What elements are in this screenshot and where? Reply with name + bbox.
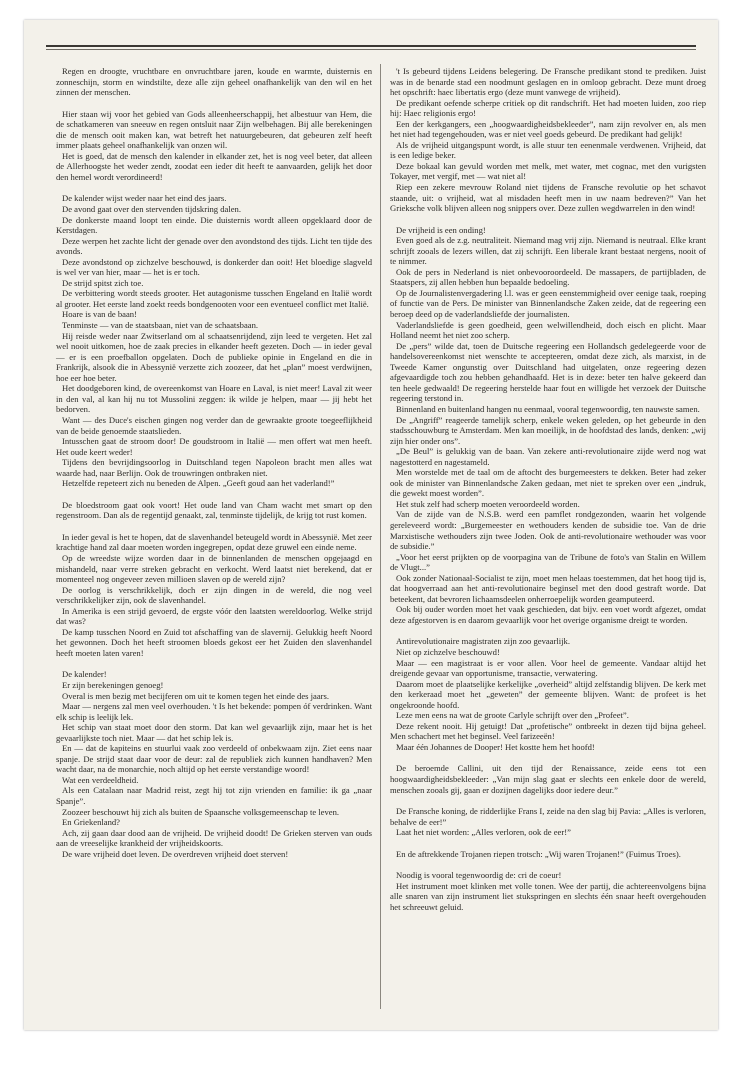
article-section xyxy=(390,849,706,860)
paragraph: Men worstelde met de taal om de aftocht des burgemeesters te dekken. Beter had zeker ook de minister van Binnenlandsche Zaken gedaan, met niet te spreken over een „indruk, die gewekt moest worden”. xyxy=(390,467,706,499)
paragraph: Deze bokaal kan gevuld worden met melk, met water, met cognac, met den vurigsten Tokayer, met vergif, met — wat niet al! xyxy=(390,160,706,182)
article-section xyxy=(390,870,706,912)
paragraph: Van de zijde van de N.S.B. werd een pamflet rondgezonden, waarin het volgende gereleveerd wordt: „Burgemeester en wethouders kenden de subsidie toe. Van de drie Marxistische wethouders zijn twee Joden. Ook de anti-revolutionaire wethouder was voor de subsidie.” xyxy=(390,509,706,552)
paragraph: Het is goed, dat de mensch den kalender in elkander zet, het is nog veel beter, dat alleen de Allerhoogste het weder zendt, zoodat een ieder dit heeft te aanvaarden, gelijk het door den hemel wordt verordineerd! xyxy=(56,150,372,182)
paragraph: In ieder geval is het te hopen, dat de slavenhandel beteugeld wordt in Abessynië. Met zeer krachtige hand zal daar moeten worden ingegrepen, opdat deze gruwel een einde neme. xyxy=(56,531,372,553)
column-divider xyxy=(380,64,381,1009)
paragraph: Binnenland en buitenland hangen nu eenmaal, vooral tegenwoordig, ten nauwste samen. xyxy=(396,403,700,414)
paragraph: De kamp tusschen Noord en Zuid tot afschaffing van de slavernij. Gelukkig heeft Noord het gewonnen. Doch het heeft stroomen bloeds gekost eer het Zuiden den slavenhandel heeft moeten laten varen! xyxy=(56,626,372,658)
paragraph: Intusschen gaat de stroom door! De goudstroom in Italië — men offert wat men heeft. Het oude keert weder! xyxy=(56,436,372,457)
article-section xyxy=(56,532,372,659)
paragraph: Want — des Duce's eischen gingen nog verder dan de gewraakte groote toegeeflijkheid van de beide genoemde staatslieden. xyxy=(56,414,372,436)
paragraph: Riep een zekere mevrouw Roland niet tijdens de Fransche revolutie op het schavot staande, uit: o vrijheid, wat al misdaden heeft men in uw naam bedreven?” Van het Grieksche volk blijven alleen nog snippers over. Deze zullen wegdwarrelen in den wind! xyxy=(390,182,706,214)
paragraph: Ook de pers in Nederland is niet onbevooroordeeld. De massapers, de partijbladen, de Staatspers, zij allen hebben hun bepaalde bedoeling. xyxy=(390,266,706,288)
paragraph: Een der kerkgangers, een „hoogwaardigheidsbekleeder”, nam zijn revolver en, als men het niet had tegengehouden, was er niet veel goeds gebeurd. De predikant had gelijk! xyxy=(390,118,706,140)
article-section xyxy=(56,66,372,98)
paragraph: In Amerika is een strijd gevoerd, de ergste vóór den laatsten wereldoorlog. Welke strijd dat was? xyxy=(56,605,372,627)
paragraph: „De Beul” is gelukkig van de baan. Van zekere anti-revolutionaire zijde werd nog wat nagestotterd en nagestameld. xyxy=(390,446,706,467)
paragraph: En Griekenland? xyxy=(62,817,120,828)
paragraph: De kalender wijst weder naar het eind des jaars. xyxy=(62,193,227,204)
paragraph: Daarom moet de plaatselijke kerkelijke „overheid” altijd zelfstandig blijven. De kerk met den kerkeraad moet het „geweten” der gemeente blijven. Want: de profeet is het ongekroonde hoofd. xyxy=(390,678,706,710)
paragraph: Overal is men bezig met becijferen om uit te komen tegen het einde des jaars. xyxy=(62,690,330,701)
paragraph: De ware vrijheid doet leven. De overdreven vrijheid doet sterven! xyxy=(62,848,289,859)
left-column xyxy=(56,66,372,870)
newspaper-page xyxy=(24,20,718,1030)
paragraph: Deze rekent nooit. Hij getuigt! Dat „profetische” ontbreekt in dezen tijd bijna geheel. Men schachert met het beginsel. Veel farizeeën! xyxy=(390,720,706,742)
paragraph: Ach, zij gaan daar dood aan de vrijheid. De vrijheid doodt! De Grieken sterven van ouds aan de vreeselijke krankheid der vrijheidskoorts. xyxy=(56,827,372,849)
paragraph: Wat een verdeeldheid. xyxy=(62,774,139,785)
paragraph: De bloedstroom gaat ook voort! Het oude land van Cham wacht met smart op den regenstroom. Dan als de regentijd genaakt, zal, tenminste tijdelijk, de krijg tot rust komen. xyxy=(56,499,372,521)
paragraph: Het schip van staat moet door den storm. Dat kan wel gevaarlijk zijn, maar het is het gevaarlijkste toch niet. Maar — dat het schip lek is. xyxy=(56,722,372,743)
article-section xyxy=(390,636,706,752)
paragraph: De „pers” wilde dat, toen de Duitsche regeering een Hollandsch gedelegeerde voor de handelsovereenkomst niet wenschte te accepteeren, omdat deze zich, als marxist, in de Tweede Kamer ongunstig over Duitschland had uitgelaten, onze regeering dezen afgevaardigde toch zou hebben gehandhaafd. Het is in deze: beter ten halve gekeerd dan ten heele gedwaald! De regeering herstelde haar fout en willigde het verzoek der Duitsche regeering terstond in. xyxy=(390,340,706,404)
article-section xyxy=(390,225,706,626)
paragraph: En — dat de kapiteins en stuurlui vaak zoo verdeeld of onbekwaam zijn. Ziet eens naar spanje. De strijd staat daar voor de deur: zal de republiek zich kunnen handhaven? Men wacht daar, na de monarchie, noch altijd op het eerste verstandige woord! xyxy=(56,743,372,775)
paragraph: Ook bij ouder worden moet het vaak geschieden, dat bijv. een voet wordt afgezet, omdat deze afgestorven is en daarom gevaarlijk voor het overige organisme dreigt te worden. xyxy=(390,604,706,625)
paragraph: Ook zonder Nationaal-Socialist te zijn, moet men helaas toestemmen, dat het hoog tijd is, dat hoogverraad aan het anti-revolutionaire beginsel met den dood gestraft worde. Dat beteekent, dat bevroren lichaamsdeelen onherroepelijk worden geamputeerd. xyxy=(390,572,706,604)
paragraph: Zoozeer beschouwt hij zich als buiten de Spaansche volksgemeenschap te leven. xyxy=(62,806,340,817)
article-section xyxy=(390,806,706,838)
paragraph: Op de wreedste wijze worden daar in de binnenlanden de menschen opgejaagd en mishandeld, naar verre streken gebracht en verkocht. Werd laatst niet berekend, dat er momenteel nog ongeveer zeven millioen slaven op de wereld zijn? xyxy=(56,552,372,585)
paragraph: Als een Catalaan naar Madrid reist, zegt hij tot zijn vrienden en familie: ik ga „naar Spanje”. xyxy=(56,785,372,806)
article-section xyxy=(390,66,706,214)
paragraph: De avond gaat over den stervenden tijdskring dalen. xyxy=(62,204,241,215)
paragraph: Het stuk zelf had scherp moeten veroordeeld worden. xyxy=(396,498,580,509)
paragraph: De „Angriff” reageerde tamelijk scherp, enkele weken geleden, op het gebeurde in den stadsschouwburg te Amsterdam. Men kan moeilijk, in de hoofdstad des lands, denken: „wij zijn hier onder ons”. xyxy=(390,414,706,446)
paragraph: Het instrument moet klinken met volle tonen. Wee der partij, die achtereenvolgens bijna alle snaren van zijn instrument liet stukspringen en slechts één snaar heeft overgehouden het schreeuwt geluid. xyxy=(390,880,706,912)
paragraph: De predikant oefende scherpe critiek op dit randschrift. Het had moeten luiden, zoo riep hij: Haec religionis ergo! xyxy=(390,97,706,119)
paragraph: Niet op zichzelve beschouwd! xyxy=(396,646,500,657)
paragraph: Hier staan wij voor het gebied van Gods alleenheerschappij, het albestuur van Hem, die de schatkameren van sneeuw en regen ontsluit naar Zijn welbehagen. Bij alle berekeningen die de mensch ooit maken kan, wat betreft het natuurgebeuren, dat gebeuren zelf heeft immer plaats geheel onafhankelijk van onzen wil. xyxy=(56,108,372,151)
paragraph: De donkerste maand loopt ten einde. Die duisternis wordt alleen opgeklaard door de Kerstdagen. xyxy=(56,214,372,236)
paragraph: Deze werpen het zachte licht der genade over den avondstond des tijds. Licht ten tijde des avonds. xyxy=(56,235,372,257)
paragraph: Leze men eens na wat de groote Carlyle schrijft over den „Profeet”. xyxy=(396,710,629,721)
article-section xyxy=(390,763,706,795)
article-section xyxy=(56,109,372,183)
paragraph: De verbittering wordt steeds grooter. Het autagonisme tusschen Engeland en Italië wordt al grooter. Het eerste land zoekt reeds bondgenooten voor een eventueel conflict met Italië. xyxy=(56,288,372,309)
article-section xyxy=(56,500,372,521)
paragraph: Op de Journalistenvergadering l.l. was er geen eenstemmigheid over eenige taak, roeping of functie van de Pers. De minister van Binnenlandsche Zaken zeide, dat de regeering een beroep deed op de vaderlandsliefde der journalisten. xyxy=(390,287,706,320)
paragraph: De Fransche koning, de ridderlijke Frans I, zeide na den slag bij Pavia: „Alles is verloren, behalve de eer!” xyxy=(390,806,706,827)
paragraph: Hoare is van de baan! xyxy=(62,309,137,320)
paragraph: Even goed als de z.g. neutraliteit. Niemand mag vrij zijn. Niemand is neutraal. Elke krant schrijft zooals de lezers willen, dat zij schrijft. Een liberale krant bestaat nergens, nooit of te nimmer. xyxy=(390,235,706,267)
paragraph: Tijdens den bevrijdingsoorlog in Duitschland tegen Napoleon bracht men alles wat waarde had, naar Berlijn. Ook de trouwringen ontbraken niet. xyxy=(56,457,372,478)
paragraph: De strijd spitst zich toe. xyxy=(62,277,144,288)
paragraph: Het doodgeboren kind, de overeenkomst van Hoare en Laval, is niet meer! Laval zit weer in den val, al kan hij nu tot Mussolini zeggen: ik wilde je helpen, maar — jij hebt het bedorven. xyxy=(56,383,372,415)
paragraph: Deze avondstond op zichzelve beschouwd, is donkerder dan ooit! Het bloedige slagveld is wel ver van hier, maar — het is er toch. xyxy=(56,256,372,278)
paragraph: Antirevolutionaire magistraten zijn zoo gevaarlijk. xyxy=(396,636,570,647)
paragraph: Hij reisde weder naar Zwitserland om al schaatsenrijdend, zijn leed te vergeten. Het zal wel nooit uitkomen, hoe de zaak precies in elkander heeft gezeten. Doch — in ieder geval — er is een proefballon opgelaten. Doch de publieke opinie in Engeland en die in Frankrijk, alsook die in Abessynië verzette zich zoozeer, dat het „plan” moest verdwijnen, hoe eer hoe beter. xyxy=(56,330,372,383)
paragraph: Er zijn berekeningen genoeg! xyxy=(62,679,164,690)
paragraph: De vrijheid is een onding! xyxy=(396,224,486,235)
right-column xyxy=(390,66,706,923)
paragraph: De kalender! xyxy=(62,669,107,680)
paragraph: Maar één Johannes de Dooper! Het kostte hem het hoofd! xyxy=(396,741,595,752)
paragraph: De beroemde Callini, uit den tijd der Renaissance, zeide eens tot een hoogwaardigheidsbekleeder: „Van mijn slag gaat er slechts een enkele door de wereld, menschen zooals gij, gaan er dozijnen dagelijks door iedere deur.” xyxy=(390,763,706,795)
article-section xyxy=(56,669,372,859)
paragraph: Tenminste — van de staatsbaan, niet van de schaatsbaan. xyxy=(62,320,259,331)
paragraph: Vaderlandsliefde is geen goedheid, geen welwillendheid, doch eisch en plicht. Maar Holland neemt het niet zoo scherp. xyxy=(390,319,706,341)
paragraph: Maar — nergens zal men veel overhouden. 't Is het bekende: pompen óf verdrinken. Want elk schip is leelijk lek. xyxy=(56,701,372,722)
paragraph: Als de vrijheid uitgangspunt wordt, is alle stuur ten eenenmale verdwenen. Vrijheid, dat is een ledige beker. xyxy=(390,139,706,161)
paragraph: 't Is gebeurd tijdens Leidens belegering. De Fransche predikant stond te prediken. Juist was in de benarde stad een noodmunt geslagen en in omloop gebracht. Deze munt droeg het opschrift: haec libertatis ergo (deze munt vanwege de vrijheid). xyxy=(390,66,706,98)
article-section xyxy=(56,193,372,488)
header-rule xyxy=(46,45,696,47)
paragraph: Hetzelfde repeteert zich nu beneden de Alpen. „Geeft goud aan het vaderland!” xyxy=(62,478,335,489)
header-rule-thin xyxy=(46,49,696,50)
paragraph: Laat het niet worden: „Alles verloren, ook de eer!” xyxy=(396,827,571,838)
paragraph: En de aftrekkende Trojanen riepen trotsch: „Wij waren Trojanen!” (Fuimus Troes). xyxy=(396,848,681,859)
paragraph: De oorlog is verschrikkelijk, doch er zijn dingen in de wereld, die nog veel verschrikkelijker zijn, ook de slavenhandel. xyxy=(56,584,372,606)
paragraph: Regen en droogte, vruchtbare en onvruchtbare jaren, koude en warmte, duisternis en zonneschijn, storm en windstilte, deze alle zijn geheel onafhankelijk van den wil en het zinnen der menschen. xyxy=(56,66,372,98)
paragraph: Noodig is vooral tegenwoordig de: cri de coeur! xyxy=(396,870,562,881)
paragraph: „Voor het eerst prijkten op de voorpagina van de Tribune de foto's van Stalin en Willem de Vlugt...” xyxy=(390,551,706,573)
paragraph: Maar — een magistraat is er voor allen. Voor heel de gemeente. Vandaar altijd het dreigende gevaar van opportunisme, transactie, verwatering. xyxy=(390,657,706,679)
